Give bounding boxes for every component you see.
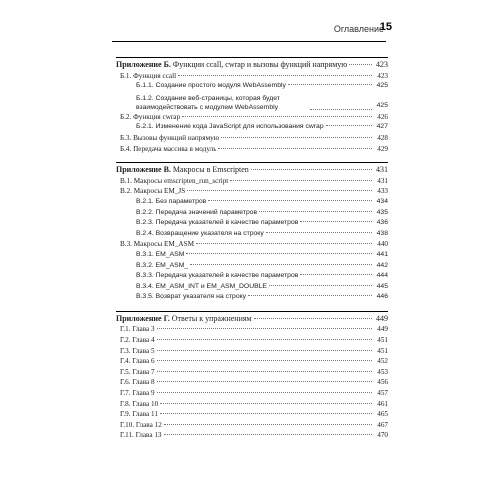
dot-leader bbox=[269, 285, 372, 286]
section-rule bbox=[116, 57, 388, 58]
dot-leader bbox=[160, 403, 372, 404]
toc-page-number: 461 bbox=[377, 399, 388, 408]
toc-section-heading[interactable] bbox=[116, 165, 388, 176]
dot-leader bbox=[230, 180, 372, 181]
toc-page-number: 428 bbox=[377, 133, 388, 142]
toc-entry-title: В.3. Макросы EM_ASM bbox=[120, 240, 194, 249]
toc-entry-title: Г.5. Глава 7 bbox=[120, 367, 155, 376]
dot-leader bbox=[326, 125, 372, 126]
page-number: 15 bbox=[379, 21, 392, 33]
dot-leader bbox=[160, 413, 372, 414]
toc-page-number: 425 bbox=[376, 102, 388, 110]
toc-subsection-entry[interactable] bbox=[116, 250, 388, 261]
dot-leader bbox=[349, 64, 372, 65]
toc-entry-title: В.2.3. Передача указателей в качестве параметров bbox=[136, 219, 299, 227]
dot-leader bbox=[288, 84, 372, 85]
toc-section-title bbox=[116, 165, 249, 176]
toc-entry-title: В.1. Макросы emscripten_run_script bbox=[120, 176, 229, 185]
toc-subsection-entry[interactable] bbox=[116, 208, 388, 219]
toc-entry-title: Г.7. Глава 9 bbox=[120, 389, 155, 398]
toc-entry-title: Б.1.2. Создание веб-страницы, которая будет взаимодействовать с модулем WebAssembly bbox=[136, 94, 280, 111]
toc-entry-title: В.3.5. Возврат указателя на строку bbox=[136, 293, 247, 301]
dot-leader bbox=[164, 424, 372, 425]
toc-page-number: 451 bbox=[377, 346, 388, 355]
dot-leader bbox=[310, 109, 372, 110]
toc-page-number: 445 bbox=[376, 282, 388, 290]
toc-page-number: 434 bbox=[376, 197, 388, 205]
dot-leader bbox=[208, 200, 372, 201]
toc-section-title bbox=[116, 60, 347, 71]
toc-entry[interactable] bbox=[116, 144, 388, 155]
toc-entry[interactable] bbox=[116, 430, 388, 441]
dot-leader bbox=[157, 392, 372, 393]
toc-entry-title: В.3.4. EM_ASM_INT и EM_ASM_DOUBLE bbox=[136, 282, 267, 290]
toc-page-number: 431 bbox=[377, 176, 388, 185]
section-rule bbox=[116, 162, 388, 163]
dot-leader bbox=[300, 221, 372, 222]
section-gap bbox=[116, 154, 388, 160]
dot-leader bbox=[186, 253, 372, 254]
toc-entry[interactable] bbox=[116, 377, 388, 388]
toc-entry[interactable] bbox=[116, 399, 388, 410]
toc-section-heading[interactable] bbox=[116, 60, 388, 71]
toc-section-prefix: Приложение Б. bbox=[116, 60, 171, 69]
toc-entry-title: Г.4. Глава 6 bbox=[120, 357, 155, 366]
toc-subsection-entry[interactable] bbox=[116, 122, 388, 133]
dot-leader bbox=[187, 190, 372, 191]
toc-page-number: 423 bbox=[376, 60, 388, 69]
toc-page-number: 457 bbox=[377, 389, 388, 398]
toc-page-number: 431 bbox=[376, 165, 388, 175]
header-rule bbox=[112, 41, 386, 42]
toc-page-number: 436 bbox=[376, 219, 388, 227]
toc-page-number: 441 bbox=[376, 250, 388, 258]
dot-leader bbox=[157, 371, 372, 372]
toc-section-name: Макросы в Emscripten bbox=[170, 165, 249, 175]
toc-section-heading[interactable] bbox=[116, 314, 388, 325]
toc-section-title bbox=[116, 314, 252, 325]
toc-page-number: 427 bbox=[376, 123, 388, 131]
toc-page-number: 456 bbox=[377, 378, 388, 387]
toc-page-number: 438 bbox=[376, 229, 388, 237]
toc-subsection-entry[interactable] bbox=[116, 261, 388, 272]
toc-page-number: 440 bbox=[377, 240, 388, 249]
dot-leader bbox=[190, 264, 372, 265]
toc-entry-title: Г.9. Глава 11 bbox=[120, 410, 158, 419]
toc-entry-title: Б.1.1. Создание простого модуля WebAssembly bbox=[136, 82, 286, 90]
toc-entry-title: В.2.1. Без параметров bbox=[136, 197, 207, 205]
toc-subsection-entry[interactable] bbox=[116, 92, 388, 112]
toc-page-number: 470 bbox=[377, 431, 388, 440]
toc-entry[interactable] bbox=[116, 71, 388, 82]
toc-entry-title: Г.1. Глава 3 bbox=[120, 325, 155, 334]
toc-page-number: 442 bbox=[376, 261, 388, 269]
toc-entry[interactable] bbox=[116, 388, 388, 399]
toc-subsection-entry[interactable] bbox=[116, 282, 388, 293]
toc-page-number: 465 bbox=[377, 410, 388, 419]
toc-page-number: 451 bbox=[377, 336, 388, 345]
dot-leader bbox=[178, 75, 372, 76]
toc-page-number: 452 bbox=[377, 357, 388, 366]
toc-entry-title: Б.1. Функция ccall bbox=[120, 71, 177, 80]
toc-entry-title: Г.8. Глава 10 bbox=[120, 399, 159, 408]
dot-leader bbox=[196, 243, 372, 244]
dot-leader bbox=[157, 328, 372, 329]
toc-entry-title: Б.4. Передача массива в модуль bbox=[120, 144, 217, 153]
toc-section-name: Функции ccall, cwrap и вызовы функций напрямую bbox=[170, 60, 348, 69]
toc-subsection-entry[interactable] bbox=[116, 218, 388, 229]
toc-page-number: 423 bbox=[377, 71, 388, 80]
toc-section-prefix: Приложение В. bbox=[116, 165, 171, 175]
toc-page-number: 446 bbox=[376, 293, 388, 301]
toc-entry-title: Г.10. Глава 12 bbox=[120, 420, 162, 429]
toc-entry[interactable] bbox=[116, 324, 388, 335]
toc-entry-title: Г.3. Глава 5 bbox=[120, 346, 155, 355]
dot-leader bbox=[248, 295, 372, 296]
section-rule bbox=[116, 311, 388, 312]
section-gap bbox=[116, 303, 388, 309]
table-of-contents bbox=[116, 55, 388, 441]
dot-leader bbox=[157, 339, 372, 340]
toc-entry[interactable] bbox=[116, 420, 388, 431]
toc-entry[interactable] bbox=[116, 409, 388, 420]
dot-leader bbox=[266, 232, 372, 233]
toc-subsection-entry[interactable] bbox=[116, 229, 388, 240]
toc-subsection-entry[interactable] bbox=[116, 197, 388, 208]
toc-entry-title: В.2. Макросы EM_JS bbox=[120, 187, 186, 196]
toc-entry-title: Б.2. Функция cwrap bbox=[120, 112, 181, 121]
toc-page-number: 449 bbox=[377, 325, 388, 334]
dot-leader bbox=[164, 434, 372, 435]
dot-leader bbox=[182, 116, 372, 117]
dot-leader bbox=[157, 360, 372, 361]
dot-leader bbox=[218, 148, 372, 149]
toc-page-number: 453 bbox=[377, 367, 388, 376]
toc-entry[interactable] bbox=[116, 367, 388, 378]
toc-page-number: 429 bbox=[377, 144, 388, 153]
dot-leader bbox=[157, 350, 372, 351]
toc-entry-title: В.3.1. EM_ASM bbox=[136, 250, 185, 258]
toc-page-number: 444 bbox=[376, 272, 388, 280]
dot-leader bbox=[259, 211, 372, 212]
toc-entry-title: Б.2.1. Изменение кода JavaScript для использования cwrap bbox=[136, 123, 324, 131]
toc-page-number: 433 bbox=[377, 187, 388, 196]
running-header: Оглавление bbox=[333, 24, 384, 34]
toc-subsection-entry[interactable] bbox=[116, 271, 388, 282]
dot-leader bbox=[251, 169, 372, 170]
dot-leader bbox=[254, 318, 372, 319]
toc-entry-title: Б.3. Вызовы функций напрямую bbox=[120, 133, 220, 142]
dot-leader bbox=[300, 274, 372, 275]
toc-entry[interactable] bbox=[116, 346, 388, 357]
toc-entry-title: В.3.3. Передача указателей в качестве параметров bbox=[136, 272, 299, 280]
toc-entry[interactable] bbox=[116, 112, 388, 123]
toc-page-number: 449 bbox=[376, 313, 388, 323]
dot-leader bbox=[157, 381, 372, 382]
toc-page-number: 425 bbox=[376, 82, 388, 90]
toc-subsection-entry[interactable] bbox=[116, 81, 388, 92]
toc-entry[interactable] bbox=[116, 335, 388, 346]
toc-subsection-entry[interactable] bbox=[116, 292, 388, 303]
toc-page-number: 426 bbox=[377, 112, 388, 121]
toc-entry[interactable] bbox=[116, 133, 388, 144]
toc-entry-title: Г.11. Глава 13 bbox=[120, 431, 162, 440]
toc-page-number: 467 bbox=[377, 420, 388, 429]
toc-section-prefix: Приложение Г. bbox=[116, 313, 170, 323]
dot-leader bbox=[221, 137, 372, 138]
toc-entry[interactable] bbox=[116, 356, 388, 367]
toc-entry-title: В.3.2. EM_ASM_ bbox=[136, 261, 189, 269]
toc-entry-title: Г.6. Глава 8 bbox=[120, 378, 155, 387]
toc-section-name: Ответы к упражнениям bbox=[169, 313, 252, 323]
toc-page-number: 435 bbox=[376, 208, 388, 216]
toc-entry[interactable] bbox=[116, 239, 388, 250]
toc-entry-title: В.2.4. Возвращение указателя на строку bbox=[136, 229, 264, 237]
toc-entry-title: Г.2. Глава 4 bbox=[120, 336, 155, 345]
toc-entry[interactable] bbox=[116, 176, 388, 187]
toc-entry-title: В.2.2. Передача значений параметров bbox=[136, 208, 258, 216]
toc-entry[interactable] bbox=[116, 186, 388, 197]
